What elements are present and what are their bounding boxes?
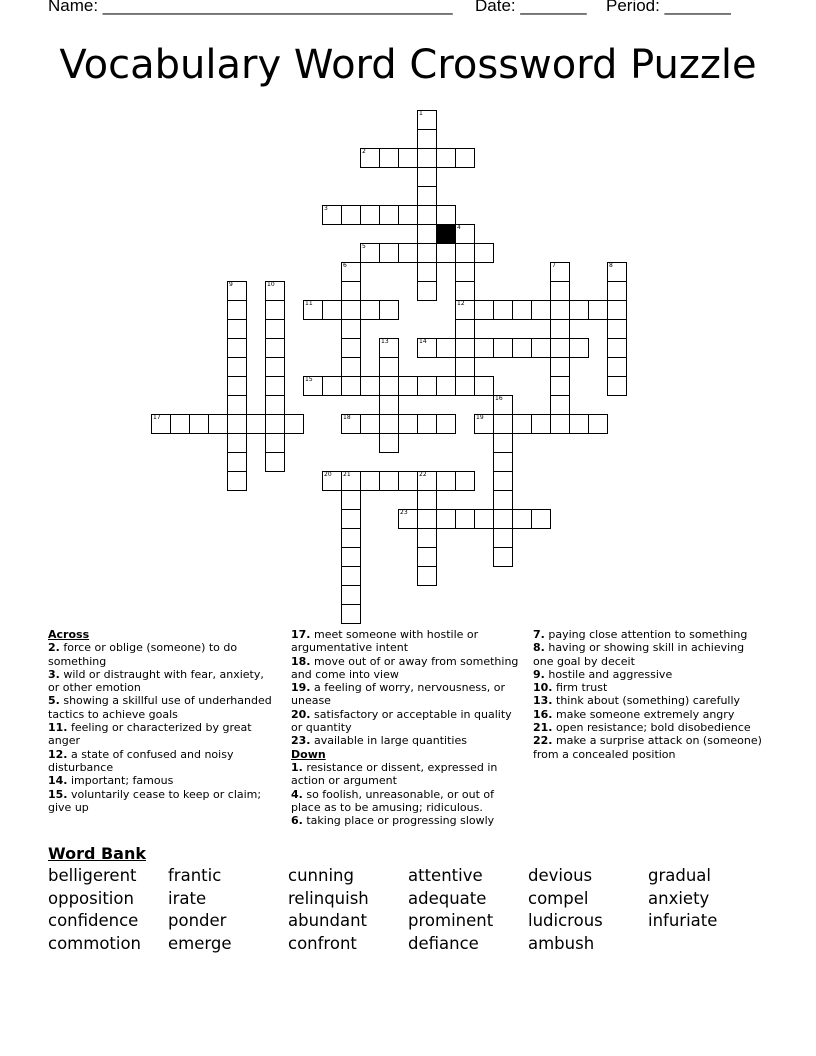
crossword-cell[interactable] — [417, 262, 437, 282]
crossword-cell[interactable] — [360, 148, 380, 168]
crossword-cell[interactable] — [417, 566, 437, 586]
crossword-cell[interactable] — [341, 262, 361, 282]
crossword-cell[interactable] — [341, 205, 361, 225]
clue-number-label: 19. — [291, 681, 311, 695]
crossword-cell[interactable] — [550, 338, 570, 358]
clue-text: force or oblige (someone) to do something — [48, 641, 238, 668]
clue-text: showing a skillful use of underhanded tactics to achieve goals — [48, 694, 272, 721]
clue-item — [291, 655, 521, 682]
word-bank-word: ponder — [168, 911, 227, 931]
word-bank-word: anxiety — [648, 888, 710, 908]
crossword-cell[interactable] — [417, 129, 437, 149]
crossword-cell[interactable] — [417, 167, 437, 187]
crossword-cell[interactable] — [265, 338, 285, 358]
crossword-cell[interactable] — [531, 338, 551, 358]
crossword-cell[interactable] — [322, 471, 342, 491]
crossword-cell[interactable] — [455, 376, 475, 396]
crossword-cell[interactable] — [417, 509, 437, 529]
clue-text: wild or distraught with fear, anxiety, or other emotion — [48, 667, 264, 695]
crossword-cell[interactable] — [569, 300, 589, 320]
word-bank-word: attentive — [408, 866, 483, 885]
clues-column-2 — [291, 628, 521, 827]
clue-number-label: 14. — [48, 774, 68, 788]
crossword-cell[interactable] — [455, 509, 475, 529]
crossword-cell[interactable] — [512, 414, 532, 434]
crossword-cell[interactable] — [417, 528, 437, 548]
clue-item — [291, 761, 521, 788]
clue-text: make someone extremely angry — [556, 707, 735, 721]
crossword-cell[interactable] — [303, 376, 323, 396]
crossword-cell[interactable] — [550, 376, 570, 396]
crossword-cell[interactable] — [379, 433, 399, 453]
crossword-cell[interactable] — [493, 547, 513, 567]
crossword-cell[interactable] — [455, 300, 475, 320]
crossword-cell[interactable] — [493, 490, 513, 510]
crossword-cell[interactable] — [588, 414, 608, 434]
crossword-cell[interactable] — [436, 338, 456, 358]
crossword-cell[interactable] — [341, 566, 361, 586]
crossword-cell[interactable] — [455, 338, 475, 358]
clue-number: 19 — [476, 414, 484, 421]
crossword-cell[interactable] — [436, 376, 456, 396]
clue-text: make a surprise attack on (someone) from a concealed position — [533, 734, 762, 761]
crossword-cell[interactable] — [550, 414, 570, 434]
crossword-cell[interactable] — [360, 205, 380, 225]
crossword-cell[interactable] — [455, 224, 475, 244]
crossword-cell[interactable] — [341, 547, 361, 567]
clue-text: important; famous — [71, 774, 174, 788]
crossword-cell[interactable] — [493, 395, 513, 415]
crossword-cell[interactable] — [474, 509, 494, 529]
clue-number: 11 — [305, 300, 313, 307]
word-bank-word: ludicrous — [528, 911, 603, 931]
crossword-cell[interactable] — [493, 338, 513, 358]
clue-item — [291, 708, 521, 735]
crossword-cell[interactable] — [322, 376, 342, 396]
crossword-cell[interactable] — [360, 376, 380, 396]
down-heading: Down — [291, 747, 326, 761]
crossword-cell[interactable] — [493, 509, 513, 529]
crossword-cell[interactable] — [227, 414, 247, 434]
crossword-cell[interactable] — [417, 186, 437, 206]
crossword-cell[interactable] — [417, 471, 437, 491]
clue-item — [533, 681, 763, 694]
clue-text: think about (something) carefully — [556, 694, 741, 708]
crossword-cell[interactable] — [436, 471, 456, 491]
clue-number: 7 — [552, 262, 556, 269]
word-bank-word: cunning — [288, 866, 354, 885]
crossword-cell[interactable] — [341, 490, 361, 510]
crossword-cell[interactable] — [189, 414, 209, 434]
crossword-cell[interactable] — [341, 528, 361, 548]
clue-number-label: 13. — [533, 694, 553, 708]
crossword-cell[interactable] — [360, 243, 380, 263]
crossword-cell[interactable] — [607, 376, 627, 396]
crossword-cell[interactable] — [455, 319, 475, 339]
crossword-cell[interactable] — [227, 376, 247, 396]
clue-text: move out of or away from something and come into view — [291, 654, 519, 681]
crossword-cell[interactable] — [398, 376, 418, 396]
crossword-cell[interactable] — [341, 604, 361, 624]
clue-item — [48, 788, 278, 815]
crossword-cell[interactable] — [455, 281, 475, 301]
crossword-cell[interactable] — [398, 509, 418, 529]
crossword-cell[interactable] — [417, 547, 437, 567]
crossword-cell[interactable] — [208, 414, 228, 434]
clue-item — [48, 641, 278, 668]
crossword-cell[interactable] — [493, 452, 513, 472]
crossword-cell[interactable] — [341, 414, 361, 434]
date-field[interactable]: Date: _______ — [475, 0, 587, 15]
word-bank-word: prominent — [408, 911, 494, 931]
crossword-cell[interactable] — [550, 300, 570, 320]
word-bank-word: emerge — [168, 934, 232, 954]
crossword-cell[interactable] — [227, 395, 247, 415]
clue-number: 5 — [362, 243, 366, 250]
clue-number-label: 4. — [291, 787, 303, 801]
crossword-cell[interactable] — [341, 319, 361, 339]
crossword-cell[interactable] — [569, 338, 589, 358]
clue-number-label: 2. — [48, 641, 60, 655]
crossword-cell[interactable] — [341, 376, 361, 396]
crossword-cell[interactable] — [379, 357, 399, 377]
crossword-cell[interactable] — [607, 338, 627, 358]
clue-text: paying close attention to something — [548, 628, 748, 641]
crossword-cell[interactable] — [379, 376, 399, 396]
word-bank-word: abundant — [288, 911, 368, 931]
clue-item — [533, 668, 763, 681]
crossword-cell[interactable] — [265, 319, 285, 339]
crossword-cell[interactable] — [265, 376, 285, 396]
clue-number: 20 — [324, 471, 332, 478]
clue-item — [291, 814, 521, 827]
crossword-cell[interactable] — [493, 528, 513, 548]
crossword-cell[interactable] — [455, 357, 475, 377]
clue-number-label: 15. — [48, 787, 68, 801]
crossword-cell[interactable] — [341, 585, 361, 605]
crossword-cell[interactable] — [398, 243, 418, 263]
crossword-cell[interactable] — [550, 262, 570, 282]
clue-text: hostile and aggressive — [548, 667, 673, 681]
crossword-cell[interactable] — [360, 414, 380, 434]
clue-text: voluntarily cease to keep or claim; give up — [48, 787, 262, 814]
clue-number-label: 21. — [533, 721, 553, 735]
clues-column-1 — [48, 628, 278, 814]
clue-text: a state of confused and noisy disturbance — [48, 747, 234, 774]
crossword-cell[interactable] — [417, 110, 437, 130]
clue-text: feeling or characterized by great anger — [48, 721, 252, 748]
crossword-cell[interactable] — [398, 205, 418, 225]
crossword-cell[interactable] — [436, 243, 456, 263]
clue-item — [533, 641, 763, 668]
word-bank-word: commotion — [48, 934, 142, 954]
word-bank-word: irate — [168, 888, 207, 908]
crossword-cell[interactable] — [170, 414, 190, 434]
clue-item — [533, 694, 763, 707]
clue-text: firm trust — [556, 681, 608, 695]
crossword-cell[interactable] — [550, 395, 570, 415]
crossword-cell[interactable] — [417, 376, 437, 396]
crossword-cell[interactable] — [360, 471, 380, 491]
crossword-cell[interactable] — [398, 414, 418, 434]
across-clue-list — [48, 641, 278, 814]
crossword-cell[interactable] — [417, 205, 437, 225]
crossword-cell[interactable] — [493, 414, 513, 434]
crossword-cell[interactable] — [550, 319, 570, 339]
word-bank-word: frantic — [168, 866, 222, 885]
clue-text: taking place or progressing slowly — [306, 814, 495, 828]
crossword-cell[interactable] — [550, 281, 570, 301]
crossword-cell[interactable] — [341, 357, 361, 377]
crossword-cell[interactable] — [303, 300, 323, 320]
crossword-cell[interactable] — [265, 281, 285, 301]
clue-number-label: 16. — [533, 707, 553, 721]
clue-number-label: 18. — [291, 654, 311, 668]
crossword-cell[interactable] — [436, 148, 456, 168]
crossword-cell[interactable] — [607, 281, 627, 301]
clue-text: open resistance; bold disobedience — [556, 721, 751, 735]
crossword-cell[interactable] — [379, 395, 399, 415]
clue-number: 23 — [400, 509, 408, 516]
word-bank-word: adequate — [408, 888, 487, 908]
word-bank-title: Word Bank — [48, 844, 147, 863]
crossword-cell[interactable] — [227, 281, 247, 301]
crossword-cell[interactable] — [265, 395, 285, 415]
clue-item — [533, 734, 763, 761]
down-clue-list-cont — [533, 628, 763, 761]
word-bank-word: defiance — [408, 934, 479, 954]
clue-number-label: 6. — [291, 814, 303, 828]
clue-item — [48, 774, 278, 787]
crossword-cell[interactable] — [531, 509, 551, 529]
crossword-cell[interactable] — [512, 300, 532, 320]
clue-item — [48, 694, 278, 721]
clue-text: having or showing skill in achieving one goal by deceit — [533, 641, 745, 668]
crossword-cell[interactable] — [550, 357, 570, 377]
clue-number: 6 — [343, 262, 347, 269]
clue-number: 2 — [362, 148, 366, 155]
word-bank-word: gradual — [648, 866, 711, 885]
clue-number-label: 12. — [48, 747, 68, 761]
clue-item — [291, 628, 521, 655]
crossword-cell[interactable] — [607, 300, 627, 320]
clue-number: 3 — [324, 205, 328, 212]
crossword-cell[interactable] — [474, 338, 494, 358]
crossword-cell[interactable] — [417, 281, 437, 301]
crossword-cell[interactable] — [436, 414, 456, 434]
crossword-cell[interactable] — [379, 148, 399, 168]
clue-number: 21 — [343, 471, 351, 478]
clue-number-label: 22. — [533, 734, 553, 748]
crossword-cell[interactable] — [474, 376, 494, 396]
crossword-cell[interactable] — [455, 148, 475, 168]
clue-number-label: 17. — [291, 628, 311, 641]
page-title: Vocabulary Word Crossword Puzzle — [59, 42, 757, 88]
word-bank-word: opposition — [48, 888, 134, 908]
crossword-cell[interactable] — [360, 300, 380, 320]
clue-number-label: 5. — [48, 694, 60, 708]
clue-item — [533, 628, 763, 641]
clue-number-label: 1. — [291, 760, 303, 774]
clue-number: 9 — [229, 281, 233, 288]
crossword-cell[interactable] — [227, 300, 247, 320]
word-bank-word: confidence — [48, 911, 139, 931]
crossword-cell[interactable] — [531, 300, 551, 320]
clue-number-label: 7. — [533, 628, 545, 641]
crossword-cell[interactable] — [607, 262, 627, 282]
clue-number: 10 — [267, 281, 275, 288]
clue-number: 22 — [419, 471, 427, 478]
clue-number: 8 — [609, 262, 613, 269]
blocked-cell — [436, 224, 456, 244]
crossword-cell[interactable] — [474, 414, 494, 434]
crossword-cell[interactable] — [379, 243, 399, 263]
clue-text: available in large quantities — [314, 734, 467, 748]
clue-number-label: 10. — [533, 681, 553, 695]
crossword-cell[interactable] — [417, 224, 437, 244]
word-bank-word: relinquish — [288, 888, 369, 908]
crossword-cell[interactable] — [455, 243, 475, 263]
clue-number: 12 — [457, 300, 465, 307]
crossword-cell[interactable] — [265, 414, 285, 434]
clue-text: satisfactory or acceptable in quality or quantity — [291, 707, 512, 735]
crossword-cell[interactable] — [284, 414, 304, 434]
crossword-cell[interactable] — [227, 319, 247, 339]
crossword-cell[interactable] — [379, 338, 399, 358]
crossword-cell[interactable] — [417, 243, 437, 263]
crossword-cell[interactable] — [322, 300, 342, 320]
clue-number-label: 8. — [533, 641, 545, 655]
clue-item — [291, 734, 521, 747]
crossword-cell[interactable] — [398, 471, 418, 491]
clue-number: 17 — [153, 414, 161, 421]
crossword-cell[interactable] — [341, 509, 361, 529]
clue-number: 15 — [305, 376, 313, 383]
crossword-cell[interactable] — [436, 509, 456, 529]
crossword-cell[interactable] — [531, 414, 551, 434]
crossword-cell[interactable] — [341, 281, 361, 301]
crossword-cell[interactable] — [379, 300, 399, 320]
crossword-cell[interactable] — [417, 148, 437, 168]
crossword-cell[interactable] — [341, 300, 361, 320]
clue-number: 18 — [343, 414, 351, 421]
clue-number-label: 9. — [533, 667, 545, 681]
crossword-cell[interactable] — [398, 148, 418, 168]
crossword-cell[interactable] — [227, 357, 247, 377]
crossword-cell[interactable] — [265, 452, 285, 472]
crossword-cell[interactable] — [265, 300, 285, 320]
crossword-cell[interactable] — [493, 471, 513, 491]
crossword-cell[interactable] — [512, 338, 532, 358]
clues-column-3 — [533, 628, 763, 761]
word-bank-word: ambush — [528, 934, 595, 954]
clue-number: 13 — [381, 338, 389, 345]
clue-number-label: 20. — [291, 707, 311, 721]
clue-text: a feeling of worry, nervousness, or unease — [291, 681, 506, 708]
clue-text: so foolish, unreasonable, or out of place as to be amusing; ridiculous. — [291, 787, 495, 814]
across-heading: Across — [48, 628, 90, 641]
down-clue-list — [291, 761, 521, 827]
clue-item — [48, 748, 278, 775]
crossword-cell[interactable] — [455, 471, 475, 491]
word-bank-word: infuriate — [648, 911, 718, 931]
clue-item — [533, 721, 763, 734]
crossword-cell[interactable] — [417, 338, 437, 358]
crossword-cell[interactable] — [417, 414, 437, 434]
crossword-cell[interactable] — [588, 300, 608, 320]
clue-item — [48, 721, 278, 748]
clue-text: meet someone with hostile or argumentative intent — [291, 628, 479, 655]
crossword-cell[interactable] — [436, 205, 456, 225]
crossword-cell[interactable] — [474, 300, 494, 320]
clue-number: 1 — [419, 110, 423, 117]
clue-item — [291, 788, 521, 815]
crossword-cell[interactable] — [322, 205, 342, 225]
clue-item — [533, 708, 763, 721]
crossword-cell[interactable] — [341, 338, 361, 358]
crossword-cell[interactable] — [227, 338, 247, 358]
clue-item — [48, 668, 278, 695]
crossword-cell[interactable] — [607, 319, 627, 339]
crossword-cell[interactable] — [493, 433, 513, 453]
crossword-cell[interactable] — [379, 205, 399, 225]
crossword-cell[interactable] — [474, 243, 494, 263]
clue-number-label: 23. — [291, 734, 311, 748]
clue-text: resistance or dissent, expressed in action or argument — [291, 760, 498, 788]
crossword-cell[interactable] — [246, 414, 266, 434]
period-field[interactable]: Period: _______ — [606, 0, 731, 15]
crossword-cell[interactable] — [493, 300, 513, 320]
clue-number-label: 3. — [48, 667, 60, 681]
name-field[interactable]: Name: _____________________________________ — [48, 0, 453, 15]
crossword-cell[interactable] — [379, 471, 399, 491]
crossword-cell[interactable] — [227, 452, 247, 472]
crossword-cell[interactable] — [379, 414, 399, 434]
clue-number: 14 — [419, 338, 427, 345]
word-bank-word: belligerent — [48, 866, 137, 885]
clue-number: 16 — [495, 395, 503, 402]
crossword-cell[interactable] — [455, 262, 475, 282]
clue-item — [291, 681, 521, 708]
across-clue-list-cont — [291, 628, 521, 748]
crossword-cell[interactable] — [341, 471, 361, 491]
word-bank-word: confront — [288, 934, 357, 954]
crossword-cell[interactable] — [227, 471, 247, 491]
crossword-cell[interactable] — [512, 509, 532, 529]
word-bank-word: compel — [528, 888, 589, 908]
crossword-cell[interactable] — [151, 414, 171, 434]
crossword-cell[interactable] — [265, 433, 285, 453]
crossword-cell[interactable] — [607, 357, 627, 377]
crossword-cell[interactable] — [265, 357, 285, 377]
crossword-cell[interactable] — [227, 433, 247, 453]
clue-number: 4 — [457, 224, 461, 231]
clue-number-label: 11. — [48, 721, 68, 735]
crossword-cell[interactable] — [569, 414, 589, 434]
word-bank-word: devious — [528, 866, 593, 885]
crossword-cell[interactable] — [417, 490, 437, 510]
